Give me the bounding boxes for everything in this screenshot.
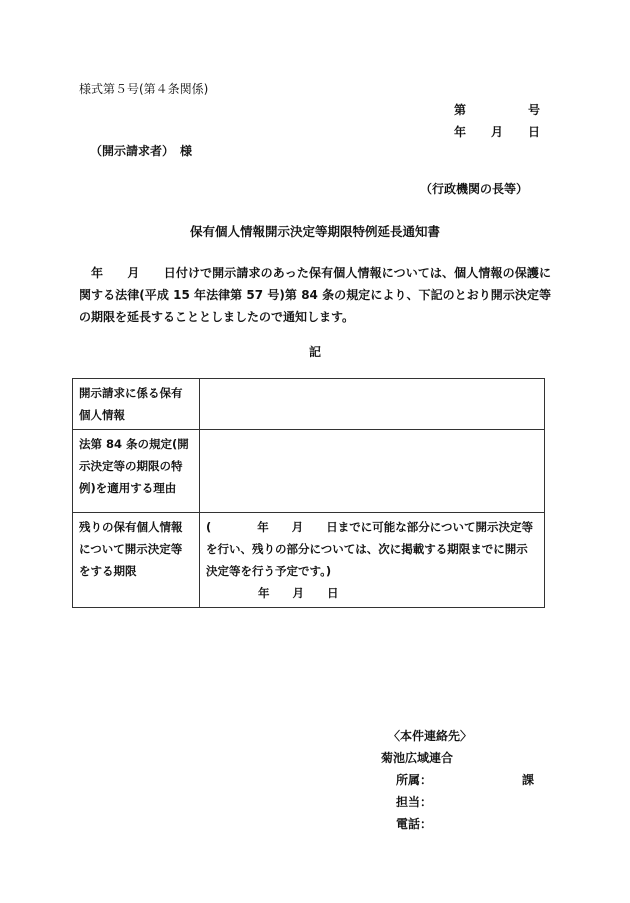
deadline-note: ( 年 月 日までに可能な部分について開示決定等を行い、残りの部分については、次に掲載する期限までに開示決定等を行う予定です。) [206, 520, 534, 578]
details-table [72, 378, 545, 608]
date-month: 月 [490, 125, 503, 139]
document-title: 保有個人情報開示決定等期限特例延長通知書 [189, 224, 440, 239]
contact-organization: 菊池広域連合 [381, 751, 454, 765]
department-unit: 課 [522, 773, 535, 787]
ki-heading: 記 [308, 345, 321, 359]
deadline-date: 年 月 日 [258, 586, 339, 600]
body-text: 年 月 日付けで開示請求のあった保有個人情報については、個人情報の保護に関する法律(平成 15 年法律第 57 号)第 84 条の規定により、下記のとおり開示決定等の期限を延長することとしましたので通知します。 [79, 266, 551, 324]
row-label-requested-info: 開示請求に係る保有個人情報 [73, 379, 200, 430]
contact-phone [396, 815, 434, 832]
document-number [454, 101, 540, 118]
contact-department [396, 771, 534, 788]
contact-heading: 〈本件連絡先〉 [388, 729, 473, 743]
doc-number-prefix: 第 [454, 103, 467, 117]
row-value-requested-info [200, 379, 545, 430]
document-date [454, 123, 540, 140]
row-label-reason: 法第 84 条の規定(開示決定等の期限の特例)を適用する理由 [73, 430, 200, 513]
row-value-deadline [200, 513, 545, 608]
recipient-line: （開示請求者） 様 [90, 144, 193, 158]
table-row [73, 379, 545, 430]
date-year: 年 [454, 125, 467, 139]
form-number-label: 様式第５号(第４条関係) [79, 82, 209, 96]
contact-person [396, 793, 434, 810]
table-row [73, 513, 545, 608]
doc-number-suffix: 号 [527, 103, 540, 117]
department-label: 所属： [396, 773, 433, 787]
person-label: 担当： [396, 795, 433, 809]
sender-line: （行政機関の長等） [420, 182, 529, 196]
phone-label: 電話： [396, 817, 433, 831]
row-label-deadline: 残りの保有個人情報について開示決定等をする期限 [73, 513, 200, 608]
body-paragraph [79, 262, 551, 328]
date-day: 日 [527, 125, 540, 139]
row-value-reason [200, 430, 545, 513]
table-row [73, 430, 545, 513]
